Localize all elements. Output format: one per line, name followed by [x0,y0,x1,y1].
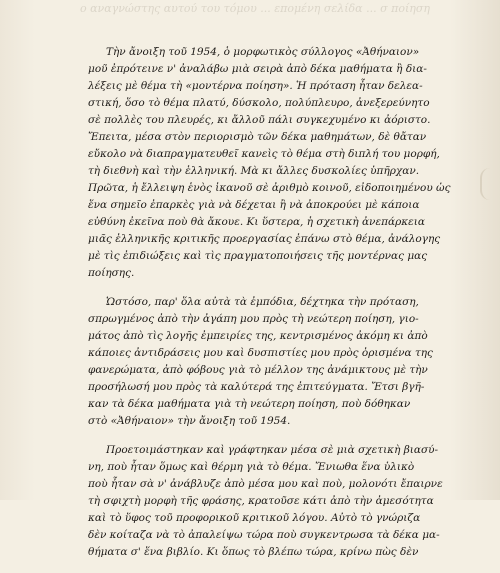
paragraph-line: μοῦ ἐπρότεινε ν' ἀναλάβω μιὰ σειρὰ ἀπὸ δέκα μαθήματα ἢ δια- [88,63,427,75]
paragraph-line: Ὡστόσο, παρ' ὅλα αὐτὰ τὰ ἐμπόδια, δέχτηκα τὴν πρόταση, [106,296,419,308]
paragraph-line: φανερώματα, ἀπὸ φόβους γιὰ τὸ μέλλον της ἀνάμικτους μὲ τὴν [88,364,428,376]
paragraph-line: τὴ σφιχτὴ μορφὴ τῆς φράσης, κρατοῦσε κάτι ἀπὸ τὴν ἀμεσότητα [88,495,434,507]
page-edge-mark [480,168,500,200]
paragraph-2 [88,294,433,430]
paragraph-1 [88,44,451,282]
paragraph-line: μὲ τὶς ἐπιδιώξεις καὶ τὶς πραγματοποιήσεις τῆς μοντέρνας μας [88,250,428,262]
paragraph-line: δὲν κοίταζα νὰ τὸ ἀπαλείψω τώρα ποὺ συγκεντρωσα τὰ δέκα μα- [88,529,440,541]
paragraph-line: ποίησης. [88,267,135,279]
paragraph-line: καν τὰ δέκα μαθήματα γιὰ τὴ νεώτερη ποίηση, ποὺ δόθηκαν [88,398,411,410]
paragraph-line: κάποιες ἀντιδράσεις μου καὶ δυσπιστίες μου πρὸς ὁρισμένα της [88,347,433,359]
paragraph-3 [88,442,443,561]
paragraph-line: Προετοιμάστηκαν καὶ γράφτηκαν μέσα σὲ μιὰ σχετικὴ βιασύ- [106,444,439,456]
paragraph-line: Πρῶτα, ἡ ἔλλειψη ἑνὸς ἱκανοῦ σὲ ἀριθμὸ κοινοῦ, εἰδοποιημένου ὡς [88,182,451,194]
paragraph-line: θήματα σ' ἕνα βιβλίο. Κι ὅπως τὸ βλέπω τώρα, κρίνω πὼς δὲν [88,546,419,558]
paragraph-line: μάτος ἀπὸ τὶς λογῆς ἐμπειρίες της, κεντρισμένος ἀκόμη κι ἀπὸ [88,330,428,342]
paragraph-line: καὶ τὸ ὕφος τοῦ προφορικοῦ κριτικοῦ λόγου. Αὐτὸ τὸ γνώριζα [88,512,421,524]
paragraph-line: Ἔπειτα, μέσα στὸν περιορισμὸ τῶν δέκα μαθημάτων, δὲ θἄταν [88,131,427,143]
paragraph-line: στὸ «Ἀθήναιον» τὴν ἄνοιξη τοῦ 1954. [88,415,291,427]
paragraph-line: νη, ποὺ ἦταν ὅμως καὶ θέρμη γιὰ τὸ θέμα. Ἔνιωθα ἕνα ὑλικὸ [88,461,415,473]
paragraph-line: τὴ διεθνὴ καὶ τὴν ἑλληνική. Μὰ κι ἄλλες δυσκολίες ὑπῆρχαν. [88,165,420,177]
bleed-through-text: ο αναγνώστης αυτού του τόμου ... επομένη σελίδα ... σ ποίηση [80,2,430,15]
paragraph-line: εὔκολο νὰ διαπραγματευθεῖ κανεὶς τὸ θέμα στὴ διπλή του μορφή, [88,148,440,160]
paragraph-line: εὐθύνη ἐκεῖνα ποὺ θὰ ἄκουε. Κι ὕστερα, ἡ σχετικὴ ἀνεπάρκεια [88,216,425,228]
paragraph-line: προσήλωσή μου πρὸς τὰ καλύτερά της ἐπιτεύγματα. Ἔτσι βγῆ- [88,381,425,393]
paragraph-line: σπρωγμένος ἀπὸ τὴν ἀγάπη μου πρὸς τὴ νεώτερη ποίηση, γιο- [88,313,419,325]
paragraph-line: στική, ὅσο τὸ θέμα πλατύ, δύσκολο, πολύπλευρο, ἀνεξερεύνητο [88,97,430,109]
paragraph-line: ἕνα σημεῖο ἐπαρκὲς γιὰ νὰ δέχεται ἢ νὰ ἀποκρούει μὲ κάποια [88,199,420,211]
paragraph-line: λέξεις μὲ θέμα τὴ «μοντέρνα ποίηση». Ἡ πρόταση ἦταν δελεα- [88,80,423,92]
paragraph-line: μιᾶς ἑλληνικῆς κριτικῆς προεργασίας ἐπάνω στὸ θέμα, ἀνάλογης [88,233,441,245]
paragraph-line: σὲ πολλὲς του πλευρές, κι ἄλλοῦ πάλι συγκεχυμένο κι ἀόριστο. [88,114,431,126]
main-text-block [88,44,451,573]
paragraph-line: Τὴν ἄνοιξη τοῦ 1954, ὁ μορφωτικὸς σύλλογος «Ἀθήναιον» [106,46,420,58]
paragraph-line: ποὺ ἦταν σὰ ν' ἀνάβλυζε ἀπὸ μέσα μου καὶ ποὺ, μολονότι ἔπαιρνε [88,478,443,490]
